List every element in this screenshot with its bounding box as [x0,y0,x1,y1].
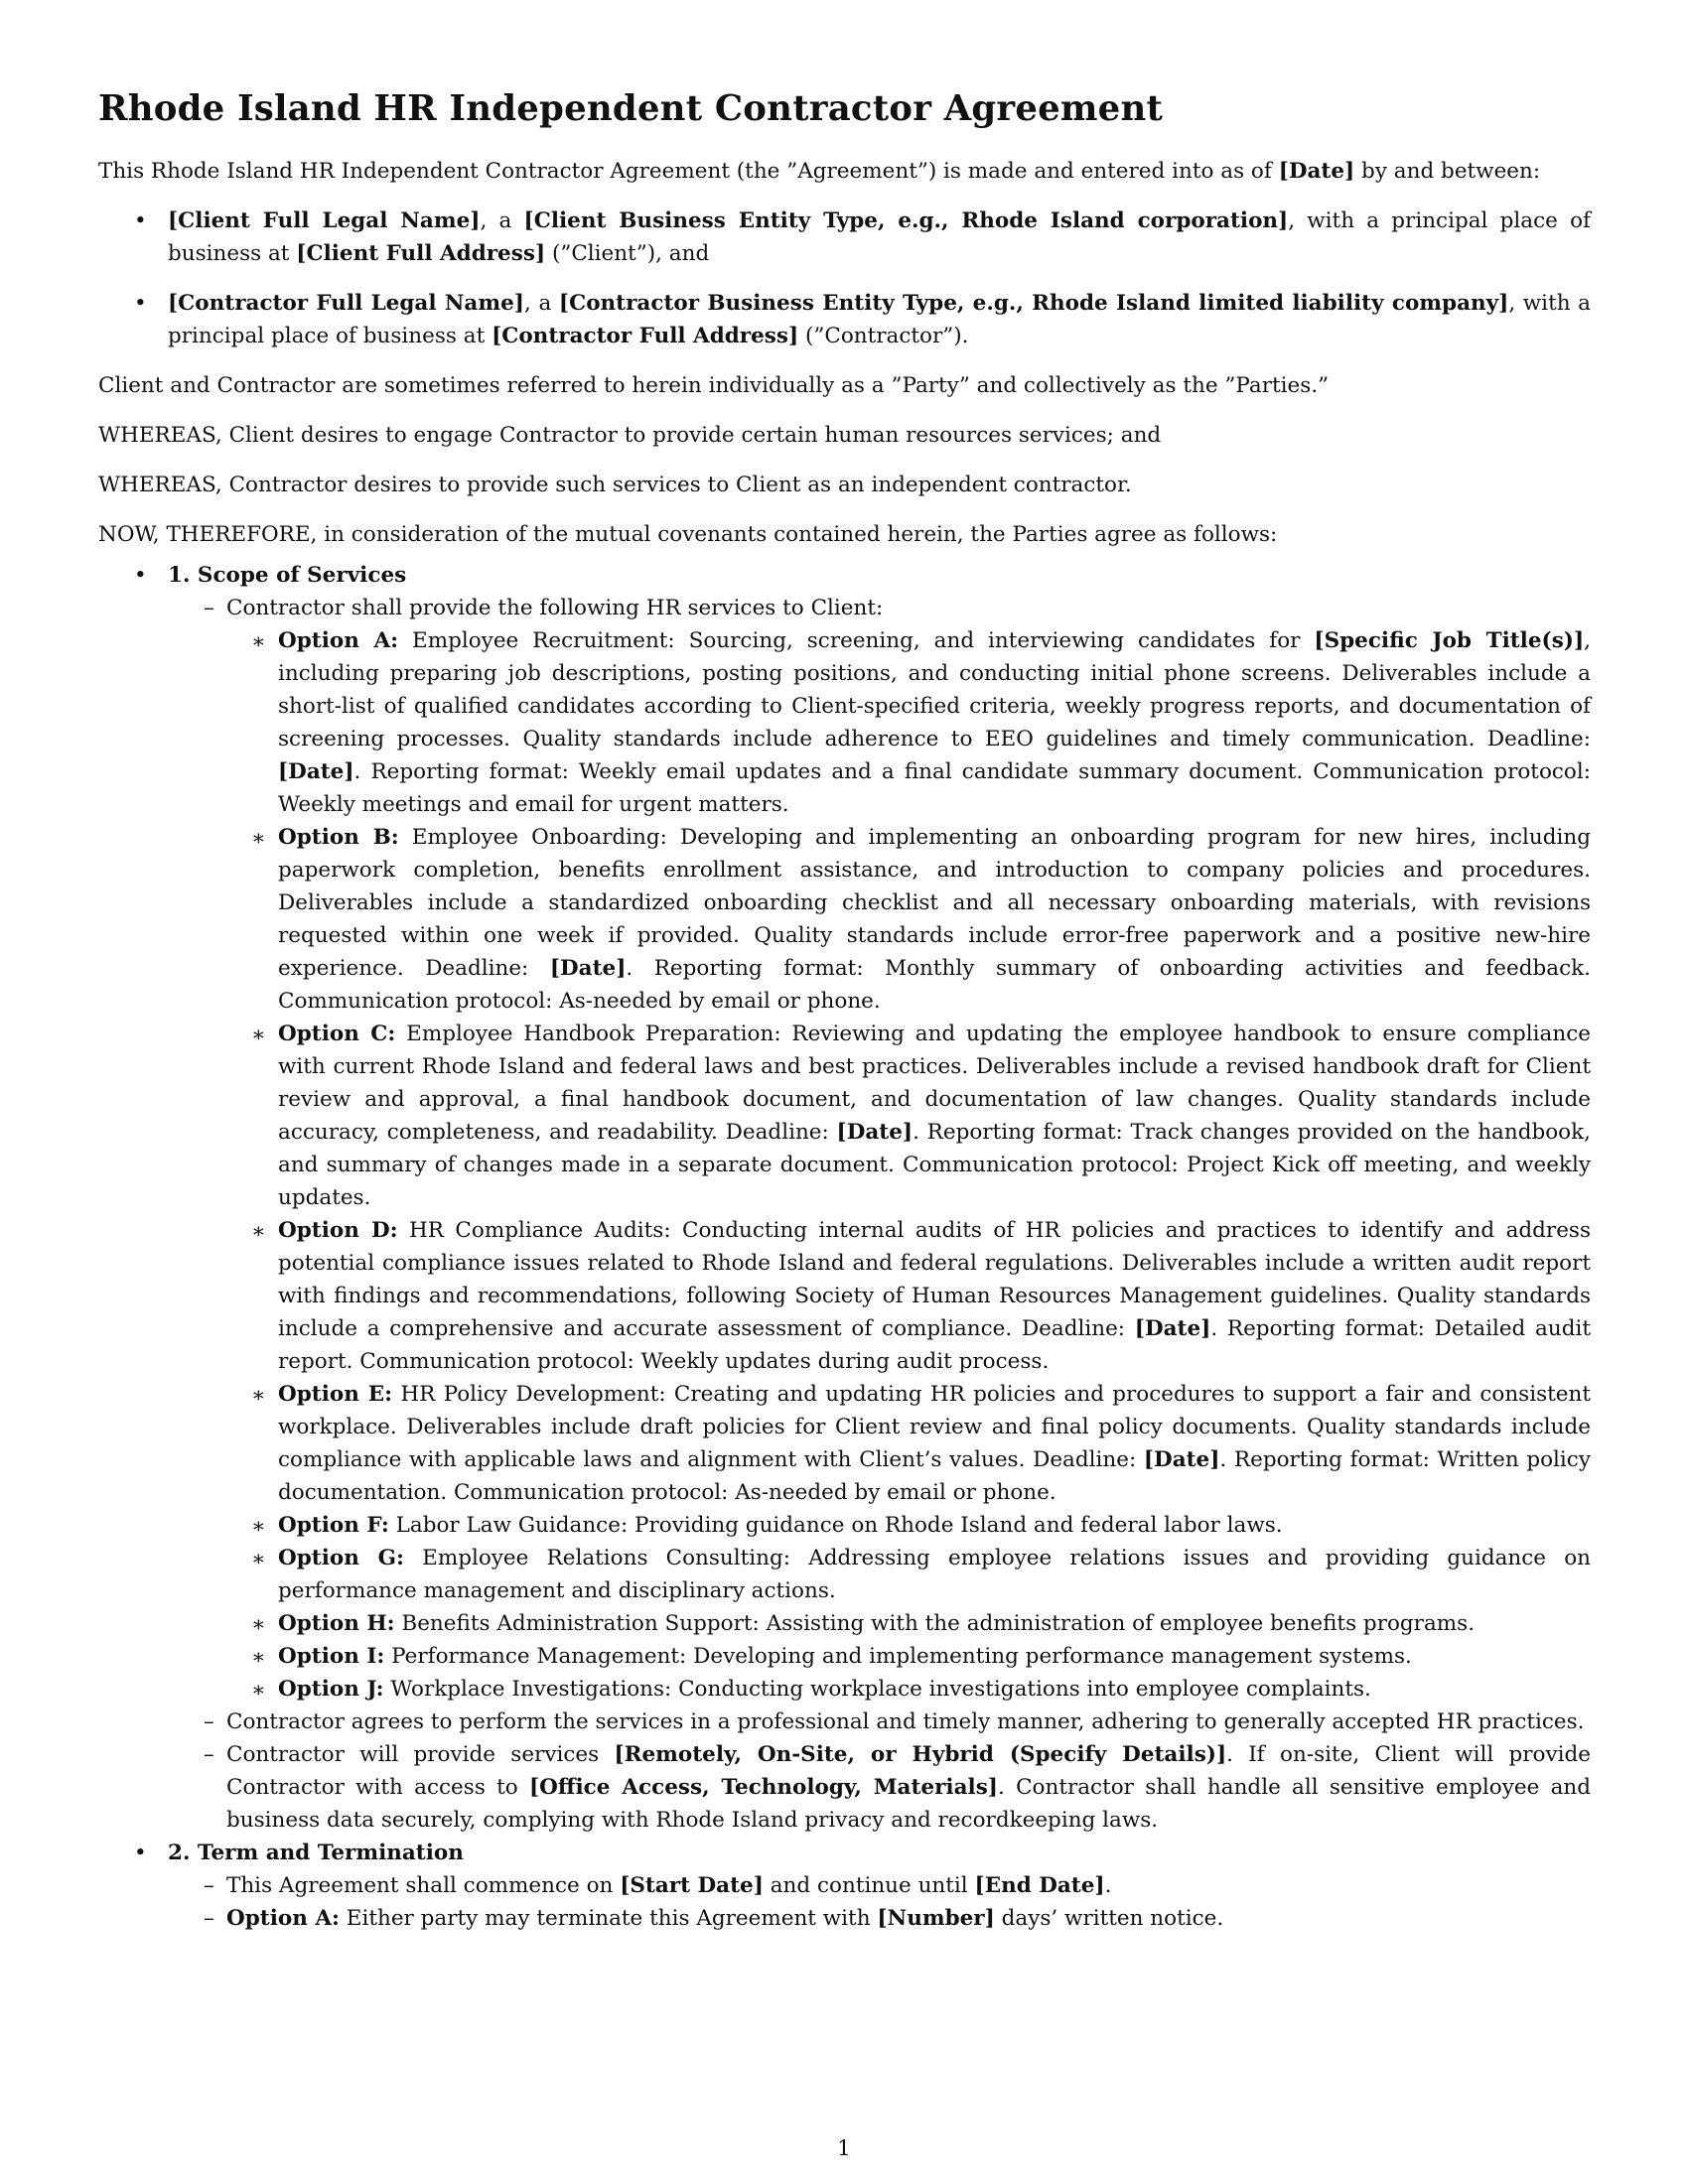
whereas-clause-2: WHEREAS, Contractor desires to provide such services to Client as an independent contractor. [98,473,1132,497]
sections-list [98,559,1591,1935]
term-clause: – This Agreement shall commence on [Start Date] and continue until [End Date]. [168,1869,1591,1902]
whereas-clause-1: WHEREAS, Client desires to engage Contractor to provide certain human resources services; and [98,423,1162,448]
perform-clause: – Contractor agrees to perform the services in a professional and timely manner, adhering to generally accepted HR practices. [168,1706,1591,1738]
option-d: ∗ Option D: HR Compliance Audits: Conducting internal audits of HR policies and practices to identify and address potential compliance issues related to Rhode Island and federal regulations. Deliverables include a written audit report with findings and recommendations, following Society of Human Resources Management guidelines. Quality standards include a comprehensive and accurate assessment of compliance. Deadline: [Date]. Reporting format: Detailed audit report. Communication protocol: Weekly updates during audit process. [226,1214,1591,1378]
section-heading: 2. Term and Termination [168,1841,464,1865]
section-heading: 1. Scope of Services [168,563,407,588]
option-h: ∗ Option H: Benefits Administration Support: Assisting with the administration of employee benefits programs. [226,1607,1591,1640]
option-c: ∗ Option C: Employee Handbook Preparation: Reviewing and updating the employee handbook to ensure compliance with current Rhode Island and federal laws and best practices. Deliverables include a revised handbook draft for Client review and approval, a final handbook document, and documentation of law changes. Quality standards include accuracy, completeness, and readability. Deadline: [Date]. Reporting format: Track changes provided on the handbook, and summary of changes made in a separate document. Communication protocol: Project Kick off meeting, and weekly updates. [226,1018,1591,1214]
service-options-list [226,624,1591,1706]
option-b: ∗ Option B: Employee Onboarding: Developing and implementing an onboarding program for new hires, including paperwork completion, benefits enrollment assistance, and introduction to company policies and procedures. Deliverables include a standardized onboarding checklist and all necessary onboarding materials, with revisions requested within one week if provided. Quality standards include error-free paperwork and a positive new-hire experience. Deadline: [Date]. Reporting format: Monthly summary of onboarding activities and feedback. Communication protocol: As-needed by email or phone. [226,821,1591,1018]
termination-option-a: – Option A: Either party may terminate this Agreement with [Number] days’ written notice. [168,1902,1591,1935]
parties-definition: Client and Contractor are sometimes referred to herein individually as a ”Party” and collectively as the ”Parties.” [98,373,1330,398]
option-e: ∗ Option E: HR Policy Development: Creating and updating HR policies and procedures to support a fair and consistent workplace. Deliverables include draft policies for Client review and final policy documents. Quality standards include compliance with applicable laws and alignment with Client’s values. Deadline: [Date]. Reporting format: Written policy documentation. Communication protocol: As-needed by email or phone. [226,1378,1591,1509]
page-number: 1 [837,2136,851,2161]
section-scope-of-services [98,559,1591,1837]
option-g: ∗ Option G: Employee Relations Consulting: Addressing employee relations issues and providing guidance on performance management and disciplinary actions. [226,1542,1591,1607]
agreement-date-placeholder: [Date] [1278,159,1355,184]
now-therefore-clause: NOW, THEREFORE, in consideration of the mutual covenants contained herein, the Parties agree as follows: [98,522,1278,547]
option-j: ∗ Option J: Workplace Investigations: Conducting workplace investigations into employee complaints. [226,1673,1591,1706]
document-title: Rhode Island HR Independent Contractor Agreement [98,88,1164,129]
party-client: • [Client Full Legal Name], a [Client Business Entity Type, e.g., Rhode Island corporation], with a principal place of business at [Client Full Address] (”Client”), and [98,205,1591,270]
parties-list [98,205,1591,352]
option-i: ∗ Option I: Performance Management: Developing and implementing performance management systems. [226,1640,1591,1673]
service-location-clause: – Contractor will provide services [Remotely, On-Site, or Hybrid (Specify Details)]. If on-site, Client will provide Contractor with access to [Office Access, Technology, Materials]. Contractor shall handle all sensitive employee and business data securely, complying with Rhode Island privacy and recordkeeping laws. [168,1738,1591,1837]
section-term-and-termination [98,1837,1591,1935]
option-a: ∗ Option A: Employee Recruitment: Sourcing, screening, and interviewing candidates for [Specific Job Title(s)], including preparing job descriptions, posting positions, and conducting initial phone screens. Deliverables include a short-list of qualified candidates according to Client-specified criteria, weekly progress reports, and documentation of screening processes. Quality standards include adherence to EEO guidelines and timely communication. Deadline: [Date]. Reporting format: Weekly email updates and a final candidate summary document. Communication protocol: Weekly meetings and email for urgent matters. [226,624,1591,821]
intro-paragraph: This Rhode Island HR Independent Contractor Agreement (the ”Agreement”) is made and entered into as of [Date] by and between: [98,159,1541,184]
scope-lead: – Contractor shall provide the following HR services to Client: ∗ Option A: Employee Recruitment: Sourcing, screening, and interviewing candidates for [Specific Job Title(s)], including preparing job descriptions, posting positions, and conducting initial phone screens. Deliverables include a short-list of qualified candidates according to Client-specified criteria, weekly progress reports, and documentation of screening processes. Quality standards include adherence to EEO guidelines and timely communication. Deadline: [Date]. Reporting format: Weekly email updates and a final candidate summary document. Communication protocol: Weekly meetings and email for urgent matters. ∗ Option B: Employee Onboarding: Developing and implementing an onboarding program for new hires, including paperwork completion, benefits enrollment assistance, and introduction to company policies and procedures. Deliverables include a standardized onboarding checklist and all necessary onboarding materials, with revisions requested within one week if provided. Quality standards include error-free paperwork and a positive new-hire experience. Deadline: [Date]. Reporting format: Monthly summary of onboarding activities and feedback. Communication protocol: As-needed by email or phone. ∗ Option C: Employee Handbook Preparation: Reviewing and updating the employee handbook to ensure compliance with current Rhode Island and federal laws and best practices. Deliverables include a revised handbook draft for Client review and approval, a final handbook document, and documentation of law changes. Quality standards include accuracy, completeness, and readability. Deadline: [Date]. Reporting format: Track changes provided on the handbook, and summary of changes made in a separate document. Communication protocol: Project Kick off meeting, and weekly updates. ∗ Option D: HR Compliance Audits: Conducting internal audits of HR policies and practices to identify and address potential compliance issues related to Rhode Island and federal regulations. Deliverables include a written audit report with findings and recommendations, following Society of Human Resources Management guidelines. Quality standards include a comprehensive and accurate assessment of compliance. Deadline: [Date]. Reporting format: Detailed audit report. Communication protocol: Weekly updates during audit process. ∗ Option E: HR Policy Development: Creating and updating HR policies and procedures to support a fair and consistent workplace. Deliverables include draft policies for Client review and final policy documents. Quality standards include compliance with applicable laws and alignment with Client’s values. Deadline: [Date]. Reporting format: Written policy documentation. Communication protocol: As-needed by email or phone. ∗ Option F: Labor Law Guidance: Providing guidance on Rhode Island and federal labor laws. ∗ Option G: Employee Relations Consulting: Addressing employee relations issues and providing guidance on performance management and disciplinary actions. ∗ Option H: Benefits Administration Support: Assisting with the administration of employee benefits programs. ∗ Option I: Performance Management: Developing and implementing performance management systems. ∗ Option J: Workplace Investigations: Conducting workplace investigations into employee complaints. [168,592,1591,1706]
party-contractor: • [Contractor Full Legal Name], a [Contractor Business Entity Type, e.g., Rhode Island limited liability company], with a principal place of business at [Contractor Full Address] (”Contractor”). [98,287,1591,352]
option-f: ∗ Option F: Labor Law Guidance: Providing guidance on Rhode Island and federal labor laws. [226,1509,1591,1542]
